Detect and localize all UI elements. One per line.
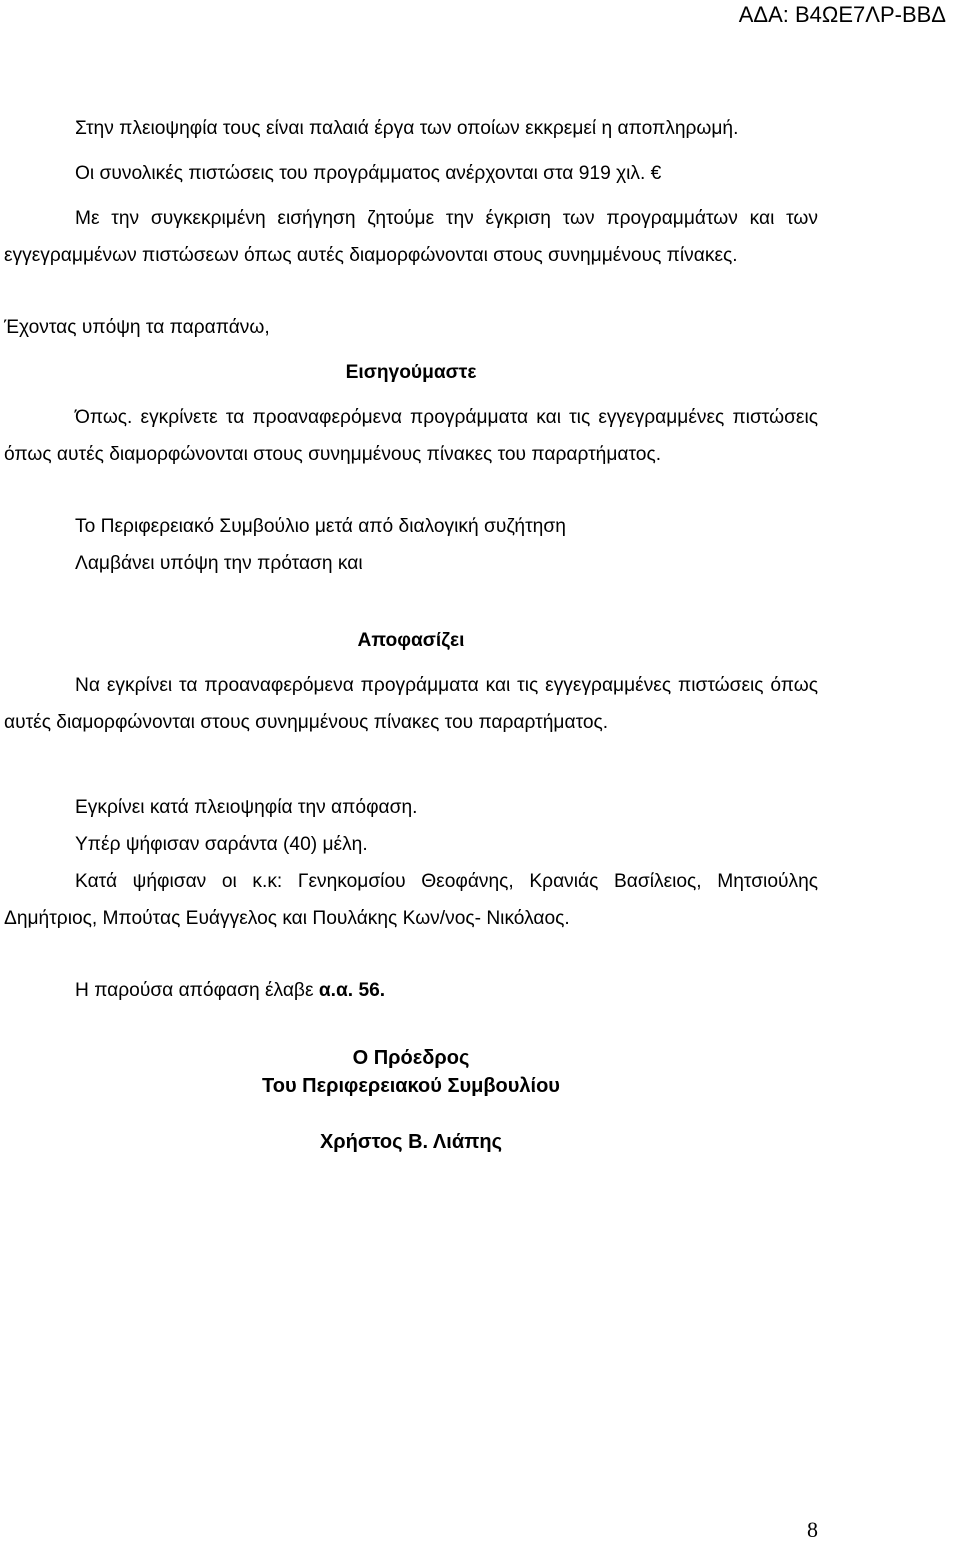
paragraph-considers-proposal: Λαμβάνει υπόψη την πρόταση και [75,553,363,574]
signature-council: Του Περιφερειακού Συμβουλίου [262,1075,560,1097]
decision-suffix: . [379,980,386,1001]
decision-prefix: Η παρούσα απόφαση έλαβε [75,980,319,1001]
signature-title: Ο Πρόεδρος [352,1047,470,1069]
paragraph-total-credits: Οι συνολικές πιστώσεις του προγράμματος ανέρχονται στα 919 χιλ. € [75,163,662,184]
vote-approval: Εγκρίνει κατά πλειοψηφία την απόφαση. [75,797,418,818]
decision-number-line [4,972,818,1009]
heading-recommendation: Εισηγούμαστε [345,362,477,383]
signature-name: Χρήστος Β. Λιάπης [319,1131,503,1153]
vote-in-favor: Υπέρ ψήφισαν σαράντα (40) μέλη. [75,834,368,855]
vote-against: Κατά ψήφισαν οι κ.κ: Γενηκομσίου Θεοφάνης, Κρανιάς Βασίλειος, Μητσιούλης Δημήτριος, Μπούτας Ευάγγελος και Πουλάκης Κων/νος- Νικόλαος. [4,871,818,929]
heading-decides: Αποφασίζει [357,630,465,651]
paragraph-old-projects: Στην πλειοψηφία τους είναι παλαιά έργα των οποίων εκκρεμεί η αποπληρωμή. [75,118,739,139]
paragraph-council-discussion: Το Περιφερειακό Συμβούλιο μετά από διαλογική συζήτηση [75,516,566,537]
paragraph-decision: Να εγκρίνει τα προαναφερόμενα προγράμματα και τις εγγεγραμμένες πιστώσεις όπως αυτές διαμορφώνονται στους συνημμένους πίνακες του παραρτήματος. [4,675,818,733]
paragraph-considering: Έχοντας υπόψη τα παραπάνω, [4,317,270,338]
paragraph-request: Με την συγκεκριμένη εισήγηση ζητούμε την έγκριση των προγραμμάτων και των εγγεγραμμένων πιστώσεων όπως αυτές διαμορφώνονται στους συνημμένους πίνακες. [4,208,818,266]
ada-code: ΑΔΑ: Β4ΩΕ7ΛΡ-ΒΒΔ [738,2,946,27]
signature-block [4,1044,818,1156]
document-body [4,110,818,1156]
paragraph-recommendation: Όπως. εγκρίνετε τα προαναφερόμενα προγράμματα και τις εγγεγραμμένες πιστώσεις όπως αυτές διαμορφώνονται στους συνημμένους πίνακες του παραρτήματος. [4,407,818,465]
page-number: 8 [807,1517,818,1542]
decision-number: α.α. 56 [318,980,380,1001]
